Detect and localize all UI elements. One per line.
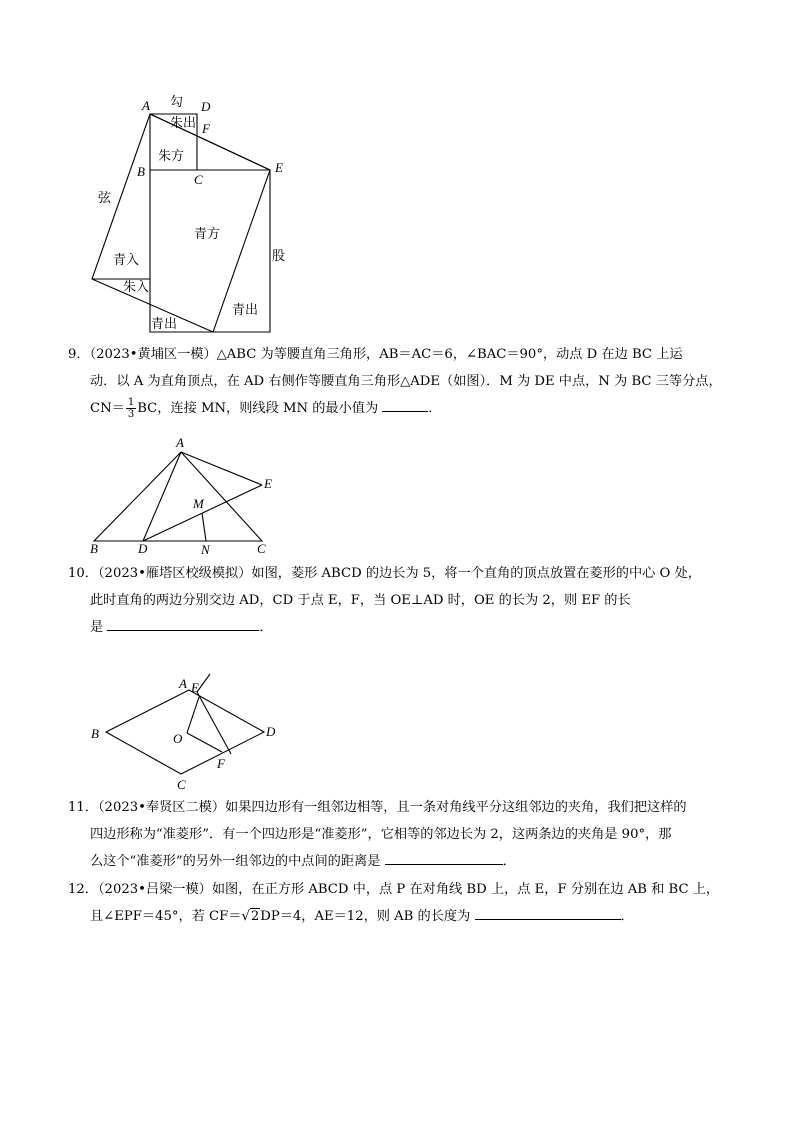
q12-line-1 bbox=[68, 876, 728, 903]
q9-text-3a: CN＝ bbox=[90, 401, 125, 416]
q12-text-2b: DP＝4，AE＝12，则 AB 的长度为 bbox=[260, 909, 471, 924]
label-A: A bbox=[179, 676, 187, 691]
label-zhufang: 朱方 bbox=[158, 149, 185, 164]
label-D: D bbox=[266, 724, 276, 739]
label-A: A bbox=[176, 435, 184, 450]
question-11 bbox=[68, 794, 728, 875]
label-gu: 股 bbox=[272, 249, 286, 264]
question-10 bbox=[68, 560, 728, 641]
label-B: B bbox=[90, 541, 98, 556]
q11-answer-blank[interactable] bbox=[385, 850, 503, 865]
q9-line-2: 动．以 A 为直角顶点，在 AD 右侧作等腰直角三角形△ADE（如图）．M 为 DE 中点，N 为 BC 三等分点， bbox=[90, 374, 722, 389]
label-D: D bbox=[201, 99, 211, 114]
q12-text-1: 如图，在正方形 ABCD 中，点 P 在对角线 BD 上，点 E，F 分别在边 AB 和 BC 上， bbox=[211, 882, 720, 897]
label-M: M bbox=[193, 496, 204, 511]
q10-line-1 bbox=[68, 560, 728, 587]
q11-text-3b: ． bbox=[502, 854, 516, 869]
label-qingfang: 青方 bbox=[194, 227, 221, 242]
label-qingchu-right: 青出 bbox=[232, 303, 259, 318]
sqrt-two: √2 bbox=[241, 909, 260, 924]
label-F: F bbox=[202, 121, 210, 136]
q10-source: （2023•雁塔区校级模拟） bbox=[97, 566, 252, 581]
q10-text-3b: ． bbox=[259, 620, 273, 635]
label-C: C bbox=[194, 172, 203, 187]
label-C: C bbox=[257, 541, 266, 556]
q11-source: （2023•奉贤区二模） bbox=[97, 800, 226, 815]
frac-den: 3 bbox=[127, 409, 135, 420]
q11-number: 11． bbox=[68, 800, 98, 815]
q10-figure bbox=[86, 668, 286, 794]
q11-line-2: 四边形称为“准菱形”．有一个四边形是“准菱形”，它相等的邻边长为 2，这两条边的夹角是 90°，那 bbox=[90, 827, 672, 842]
q11-line-3 bbox=[68, 848, 728, 875]
label-xian: 弦 bbox=[98, 191, 112, 206]
q10-line-3 bbox=[68, 614, 728, 641]
label-qingru: 青入 bbox=[113, 253, 140, 268]
segment-AE bbox=[181, 452, 262, 485]
label-gou: 勾 bbox=[170, 95, 184, 110]
label-O: O bbox=[173, 731, 183, 746]
label-E: E bbox=[264, 476, 272, 491]
label-C: C bbox=[177, 777, 186, 792]
right-angle-line bbox=[197, 692, 231, 754]
fraction-one-third bbox=[126, 397, 136, 420]
q10-text-3a: 是 bbox=[90, 620, 104, 635]
label-N: N bbox=[201, 542, 210, 557]
q9-text-3b: BC，连接 MN，则线段 MN 的最小值为 bbox=[137, 401, 379, 416]
q11-line-1 bbox=[68, 794, 728, 821]
rhombus-ABCD bbox=[106, 690, 264, 774]
q10-line-2: 此时直角的两边分别交边 AD，CD 于点 E，F，当 OE⊥AD 时，OE 的长为 2，则 EF 的长 bbox=[90, 593, 631, 608]
q12-number: 12． bbox=[68, 882, 98, 897]
label-E: E bbox=[191, 680, 199, 695]
q10-number: 10． bbox=[68, 566, 98, 581]
label-zhuru: 朱入 bbox=[123, 280, 150, 295]
label-B: B bbox=[137, 164, 145, 179]
label-E: E bbox=[275, 160, 283, 175]
q9-answer-blank[interactable] bbox=[382, 397, 428, 412]
q9-text-1: △ABC 为等腰直角三角形，AB＝AC＝6，∠BAC＝90°，动点 D 在边 BC 上运 bbox=[216, 347, 683, 362]
label-B: B bbox=[91, 726, 99, 741]
q9-source: （2023•黄埔区一模） bbox=[89, 347, 217, 362]
segment-MN bbox=[202, 513, 206, 541]
q12-answer-blank[interactable] bbox=[475, 905, 621, 920]
segment-AD bbox=[143, 452, 181, 541]
q10-text-1: 如图，菱形 ABCD 的边长为 5，将一个直角的顶点放置在菱形的中心 O 处， bbox=[251, 566, 701, 581]
q11-text-1: 如果四边形有一组邻边相等，且一条对角线平分这组邻边的夹角，我们把这样的 bbox=[225, 800, 687, 815]
q12-text-2c: ． bbox=[620, 909, 634, 924]
label-qingchu-bottom: 青出 bbox=[151, 317, 178, 332]
question-9 bbox=[68, 341, 728, 422]
label-zhuchu: 朱出 bbox=[170, 116, 197, 131]
question-12 bbox=[68, 876, 728, 930]
q9-text-3c: ． bbox=[428, 401, 442, 416]
q12-text-2a: 且∠EPF＝45°，若 CF＝ bbox=[90, 909, 242, 924]
q12-line-2 bbox=[68, 903, 728, 930]
q9-figure bbox=[84, 434, 284, 558]
q12-source: （2023•吕梁一模） bbox=[97, 882, 212, 897]
q10-answer-blank[interactable] bbox=[107, 616, 259, 631]
label-F: F bbox=[217, 756, 225, 771]
label-D: D bbox=[138, 541, 148, 556]
segment-OE bbox=[187, 697, 199, 733]
label-A: A bbox=[142, 98, 150, 113]
q9-line-1 bbox=[68, 341, 728, 368]
q9-line-3 bbox=[68, 395, 728, 422]
segment-OF bbox=[187, 733, 222, 752]
pythagorean-figure bbox=[80, 90, 310, 340]
q11-text-3a: 么这个“准菱形”的另外一组邻边的中点间的距离是 bbox=[90, 854, 381, 869]
q9-number: 9． bbox=[68, 347, 90, 362]
frac-num: 1 bbox=[127, 397, 135, 408]
sqrt-arg: 2 bbox=[250, 909, 260, 924]
xian-square bbox=[92, 114, 270, 332]
